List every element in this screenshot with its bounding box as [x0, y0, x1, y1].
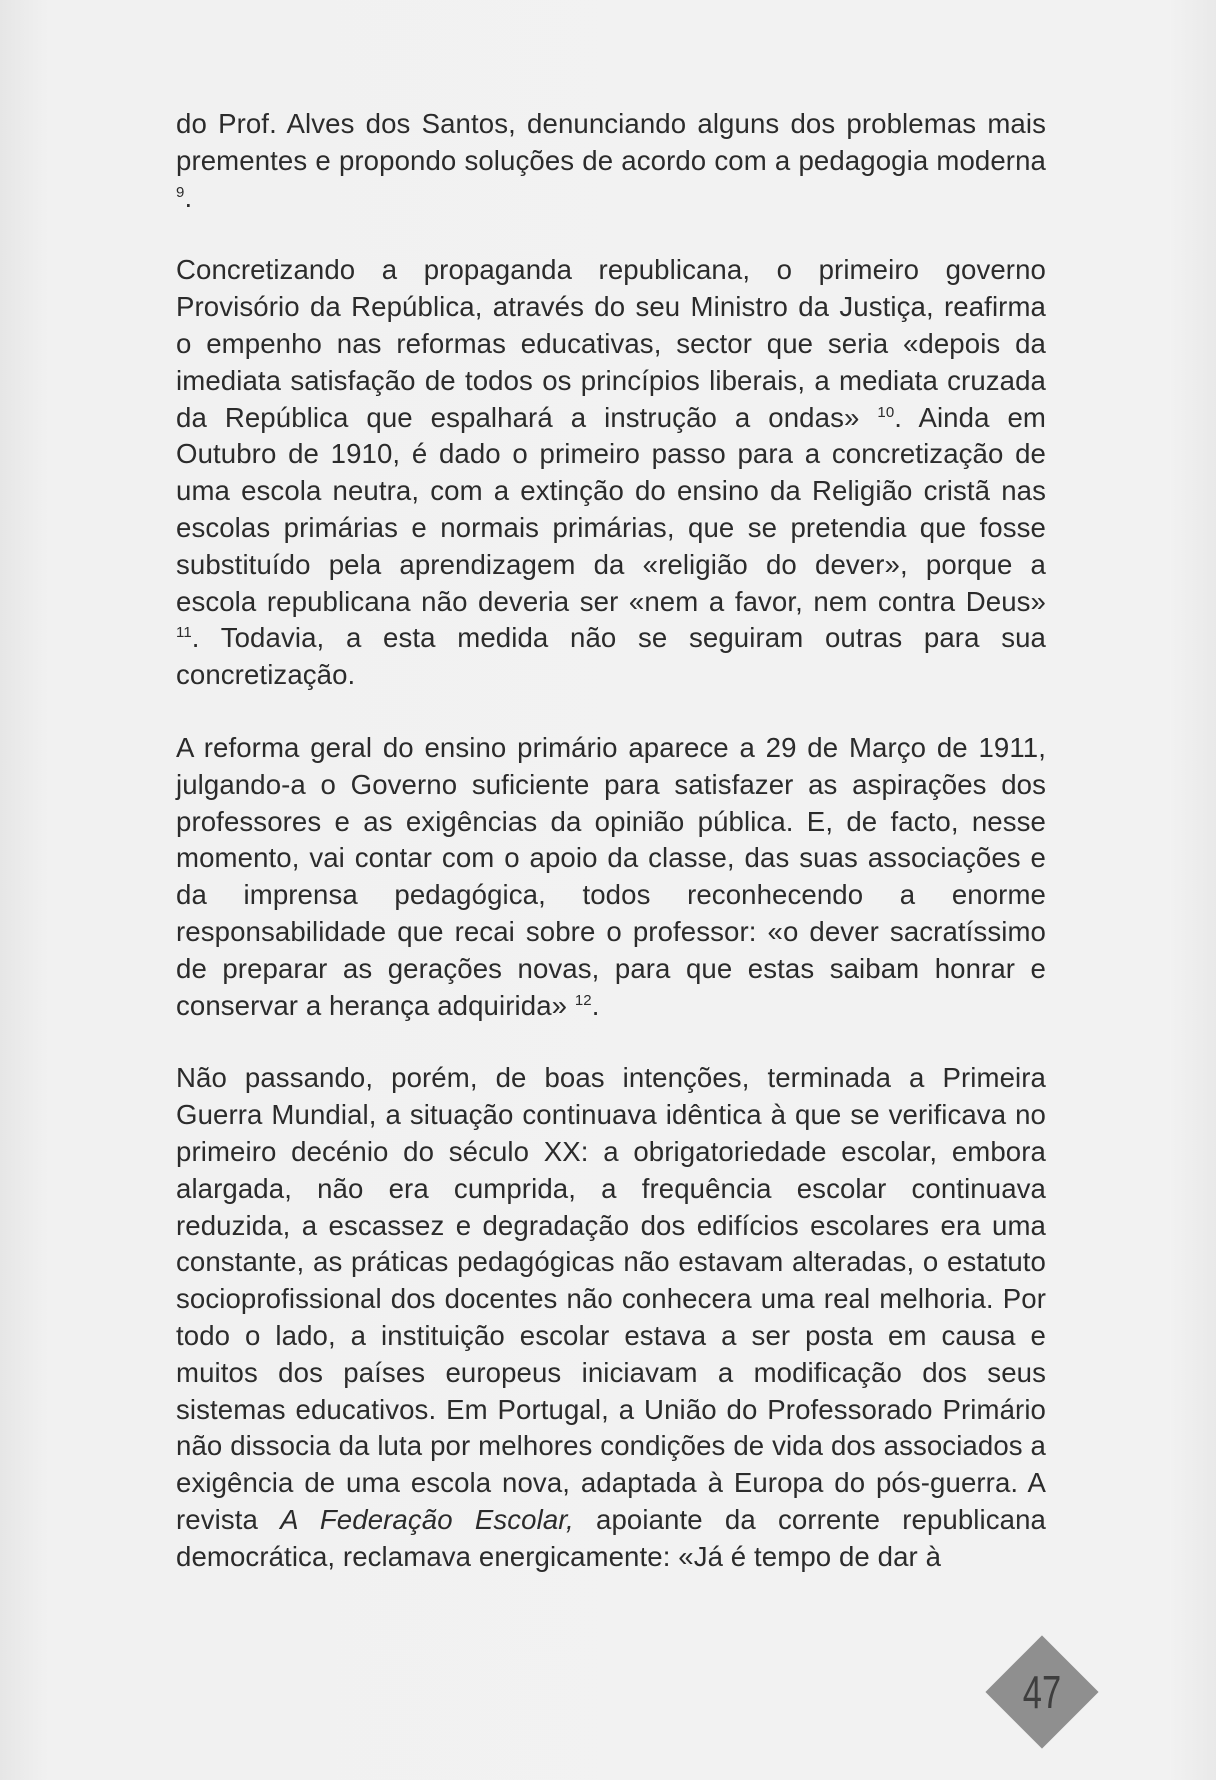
footnote-marker: 9 — [176, 183, 185, 201]
text-run: apoiante da corrente republicana democrática, reclamava energicamente: «Já é tempo de dar à — [176, 1503, 1046, 1572]
text-run: . Todavia, a esta medida não se seguiram outras para sua concretização. — [176, 622, 1046, 691]
footnote-marker: 10 — [877, 403, 895, 421]
text-run: Concretizando a propaganda republicana, o primeiro governo Provisório da República, através do seu Ministro da Justiça, reafirma o empenho nas reformas educativas, sector que seria «depois da imediata satisfação de todos os princípios liberais, a mediata cruzada da República que espalhará a instrução a ondas» — [176, 254, 1046, 433]
page-number-badge — [986, 1636, 1098, 1748]
paragraph — [176, 252, 1046, 694]
text-run: Não passando, porém, de boas intenções, terminada a Primeira Guerra Mundial, a situação continuava idêntica à que se verificava no primeiro decénio do século XX: a obrigatoriedade escolar, embora alargada, não era cumprida, a frequência escolar continuava reduzida, a escassez e degradação dos edifícios escolares era uma constante, as práticas pedagógicas não estavam alteradas, o estatuto socioprofissional dos docentes não conhecera uma real melhoria. Por todo o lado, a instituição escolar estava a ser posta em causa e muitos dos países europeus iniciavam a modificação dos seus sistemas educativos. Em Portugal, a União do Professorado Primário não dissocia da luta por melhores condições de vida dos associados a exigência de uma escola nova, adaptada à Europa do pós-guerra. A revista — [176, 1062, 1046, 1535]
footnote-marker: 11 — [176, 624, 192, 642]
italic-title: A Federação Escolar, — [280, 1503, 574, 1535]
text-run: A reforma geral do ensino primário aparece a 29 de Março de 1911, julgando-a o Governo suficiente para satisfazer as aspirações dos professores e as exigências da opinião pública. E, de facto, nesse momento, vai contar com o apoio da classe, das suas associações e da imprensa pedagógica, todos reconhecendo a enorme responsabilidade que recai sobre o professor: «o dever sacratíssimo de preparar as gerações novas, para que estas saibam honrar e conservar a herança adquirida» — [176, 731, 1046, 1021]
body-text — [176, 106, 1046, 1611]
text-run: . Ainda em Outubro de 1910, é dado o primeiro passo para a concretização de uma escola neutra, com a extinção do ensino da Religião cristã nas escolas primárias e normais primárias, que se pretendia que fosse substituído pela aprendizagem da «religião do dever», porque a escola republicana não deveria ser «nem a favor, nem contra Deus» — [176, 401, 1046, 617]
footnote-marker: 12 — [574, 991, 592, 1009]
paragraph — [176, 106, 1046, 216]
text-run: . — [184, 181, 193, 213]
paragraph — [176, 730, 1046, 1024]
page-number: 47 — [1022, 1666, 1062, 1718]
text-run: do Prof. Alves dos Santos, denunciando alguns dos problemas mais prementes e propondo soluções de acordo com a pedagogia moderna — [176, 108, 1046, 176]
paragraph — [176, 1060, 1046, 1575]
text-run: . — [591, 989, 600, 1021]
